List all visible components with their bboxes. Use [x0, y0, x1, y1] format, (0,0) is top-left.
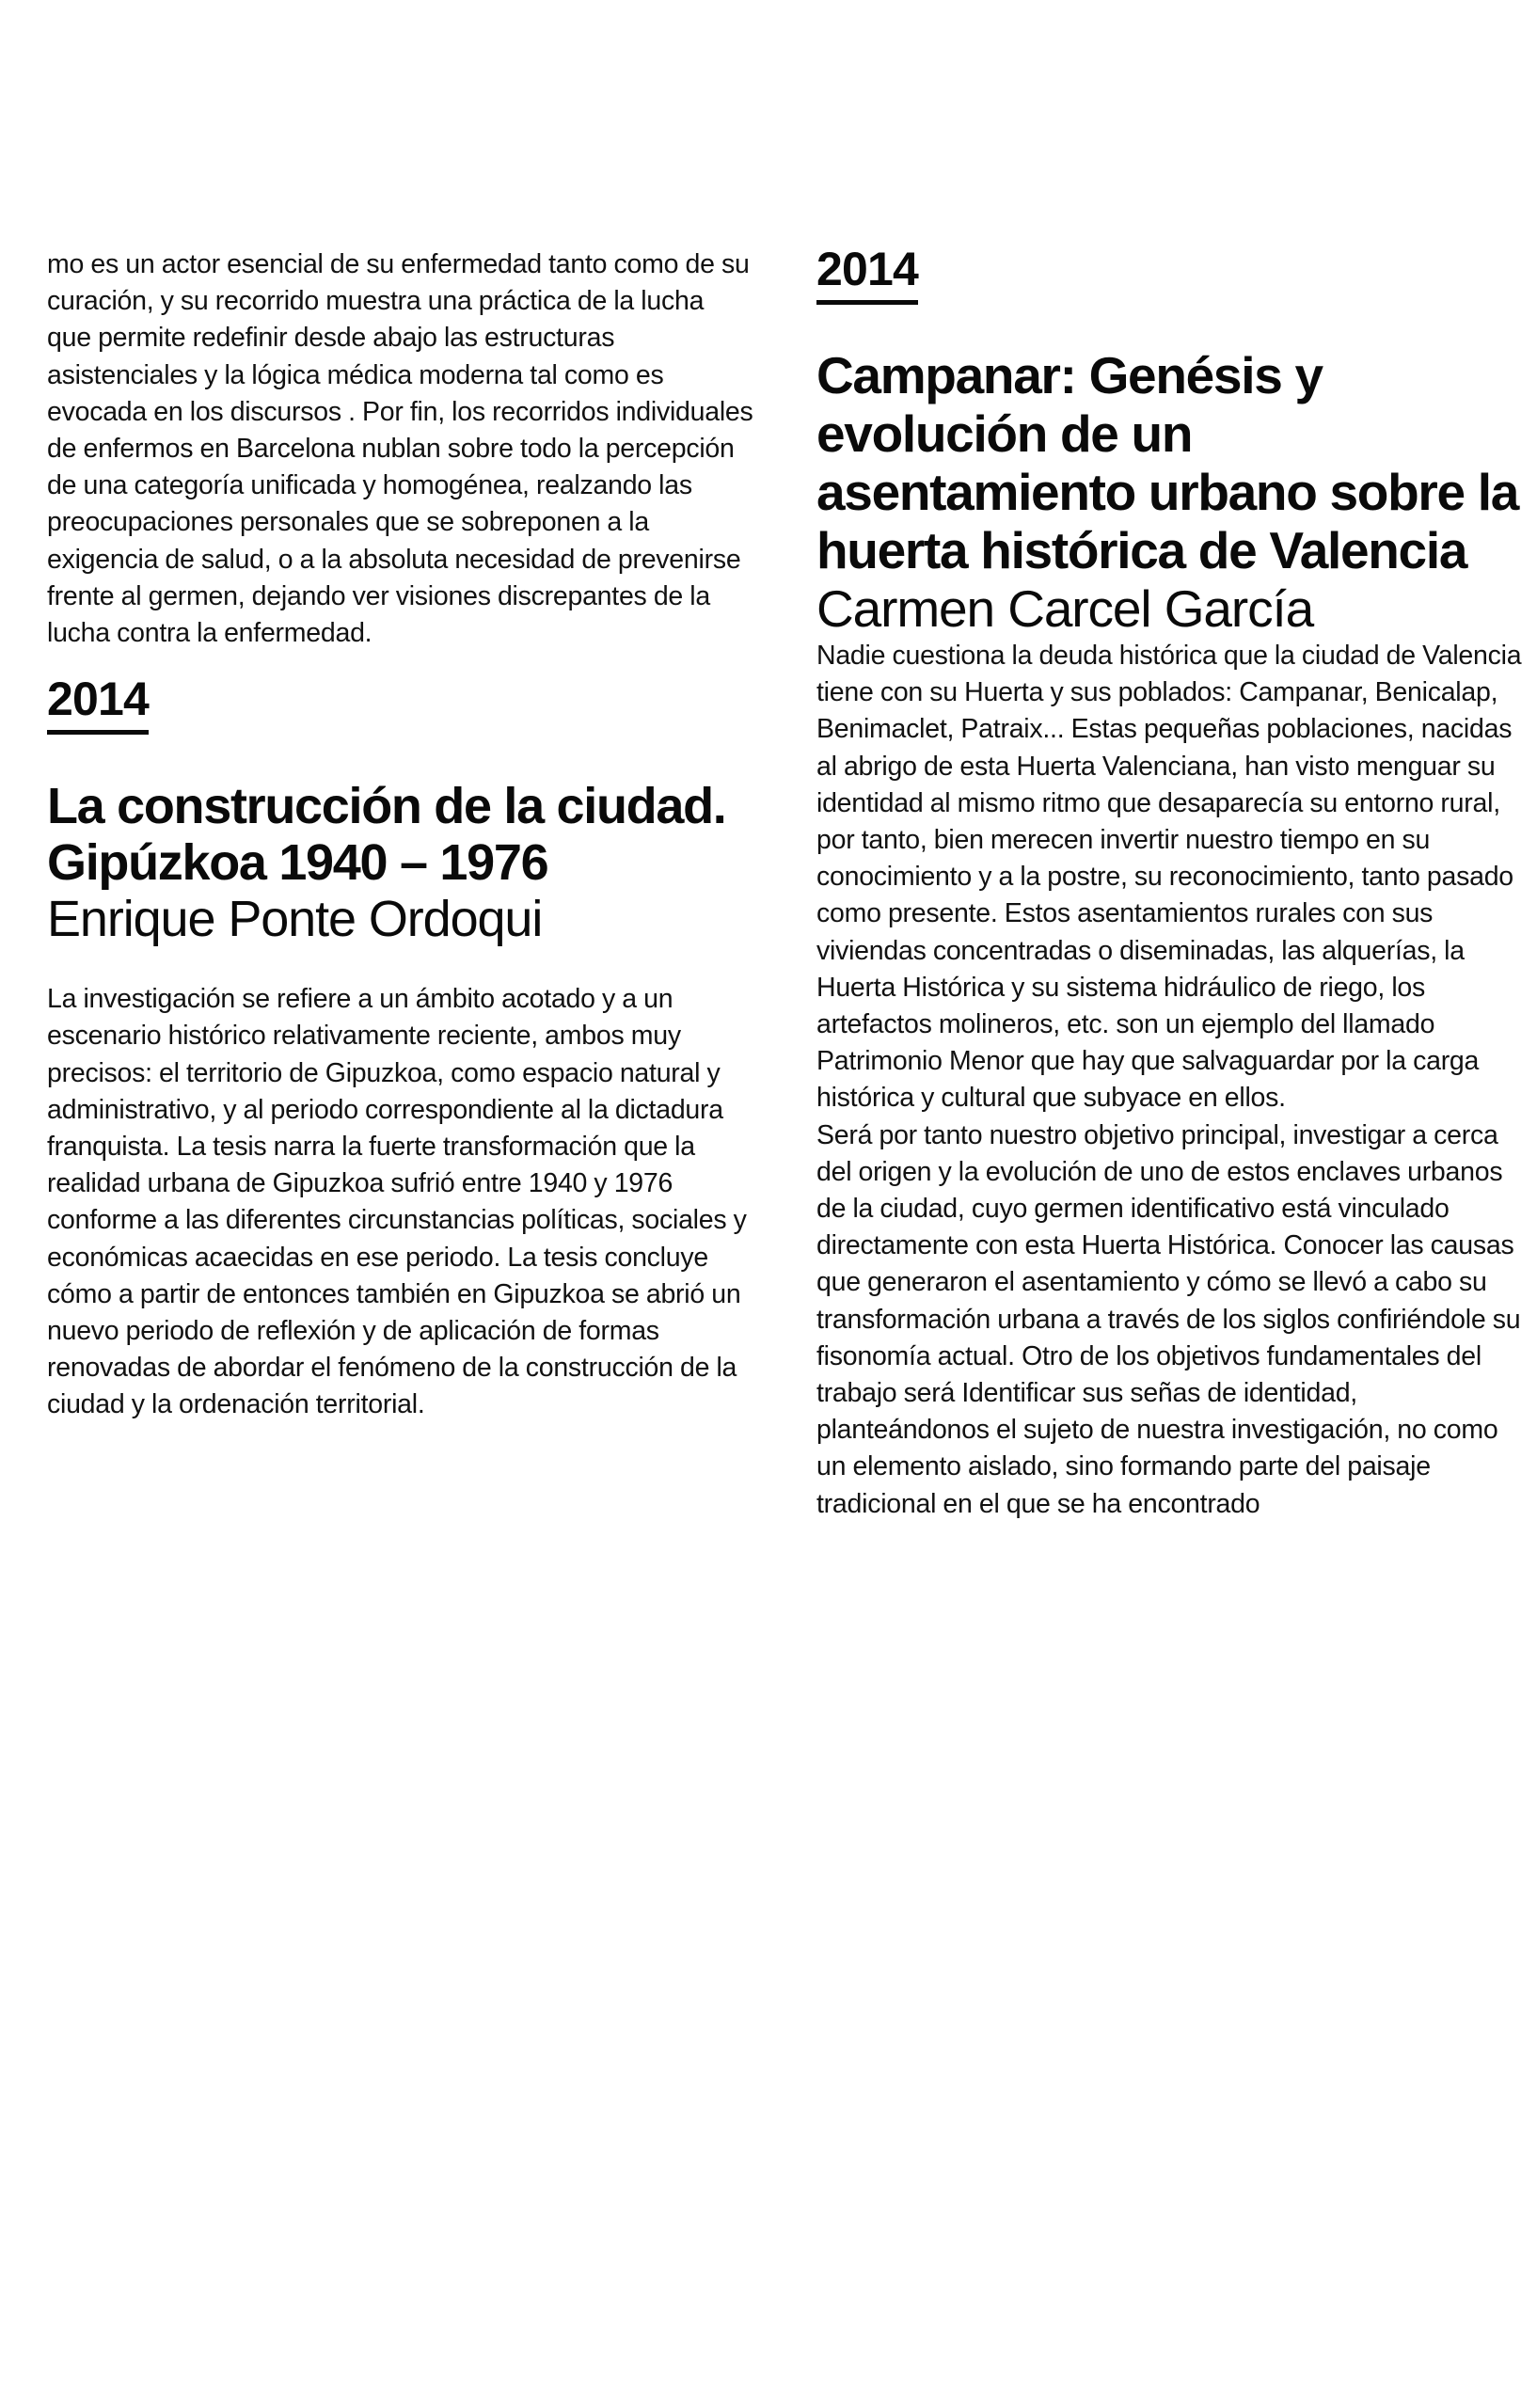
left-thesis-author: Enrique Ponte Ordoqui: [47, 891, 543, 948]
two-column-layout: [47, 243, 1522, 1523]
right-column: [816, 243, 1524, 1523]
right-thesis-author: Carmen Carcel García: [816, 579, 1314, 638]
right-thesis-title: Campanar: Genésis y evolución de un asentamiento urbano sobre la huerta histórica de Valencia: [816, 346, 1519, 579]
right-thesis-abstract-paragraph-2: Será por tanto nuestro objetivo principal, investigar a cerca del origen y la evolución de uno de estos enclaves urbanos de la ciudad, cuyo germen identificativo está vinculado directamente con esta Huerta Histórica. Conocer las causas que generaron el asentamiento y cómo se llevó a cabo su transformación urbana a través de los siglos confiriéndole su fisonomía actual. Otro de los objetivos fundamentales del trabajo será Identificar sus señas de identidad, planteándonos el sujeto de nuestra investigación, no como un elemento aislado, sino formando parte del paisaje tradicional en el que se ha encontrado: [816, 1119, 1521, 1519]
right-year-heading: 2014: [816, 243, 918, 305]
left-thesis-abstract: La investigación se refiere a un ámbito acotado y a un escenario histórico relativamente reciente, ambos muy precisos: el territorio de Gipuzkoa, como espacio natural y administrativo, y al periodo correspondiente al la dictadura franquista. La tesis narra la fuerte transformación que la realidad urbana de Gipuzkoa sufrió entre 1940 y 1976 conforme a las diferentes circunstancias políticas, sociales y económicas acaecidas en ese periodo. La tesis concluye cómo a partir de entonces también en Gipuzkoa se abrió un nuevo periodo de reflexión y de aplicación de formas renovadas de abordar el fenómeno de la construcción de la ciudad y la ordenación territorial.: [47, 984, 747, 1420]
left-thesis-title: La construcción de la ciudad. Gipúzkoa 1940 – 1976: [47, 778, 726, 892]
left-year-heading: 2014: [47, 673, 149, 735]
right-thesis-abstract-paragraph-1: Nadie cuestiona la deuda histórica que la ciudad de Valencia tiene con su Huerta y sus poblados: Campanar, Benicalap, Benimaclet, Patraix... Estas pequeñas poblaciones, nacidas al abrigo de esta Huerta Valenciana, han visto menguar su identidad al mismo ritmo que desaparecía su entorno rural, por tanto, bien merecen invertir nuestro tiempo en su conocimiento y a la postre, su reconocimiento, tanto pasado como presente. Estos asentamientos rurales con sus viviendas concentradas o diseminadas, las alquerías, la Huerta Histórica y su sistema hidráulico de riego, los artefactos molineros, etc. son un ejemplo del llamado Patrimonio Menor que hay que salvaguardar por la carga histórica y cultural que subyace en ellos.: [816, 641, 1522, 1114]
right-year-heading-wrap: [816, 243, 1524, 305]
continued-paragraph: mo es un actor esencial de su enfermedad tanto como de su curación, y su recorrido muestra una práctica de la lucha que permite redefinir desde abajo las estructuras asistenciales y la lógica médica moderna tal como es evocada en los discursos . Por fin, los recorridos individuales de enfermos en Barcelona nublan sobre todo la percepción de una categoría unificada y homogénea, realzando las preocupaciones personales que se sobreponen a la exigencia de salud, o a la absoluta necesidad de prevenirse frente al germen, dejando ver visiones discrepantes de la lucha contra la enfermedad.: [47, 249, 753, 649]
left-column: [47, 246, 754, 1424]
left-year-heading-wrap: [47, 673, 754, 735]
